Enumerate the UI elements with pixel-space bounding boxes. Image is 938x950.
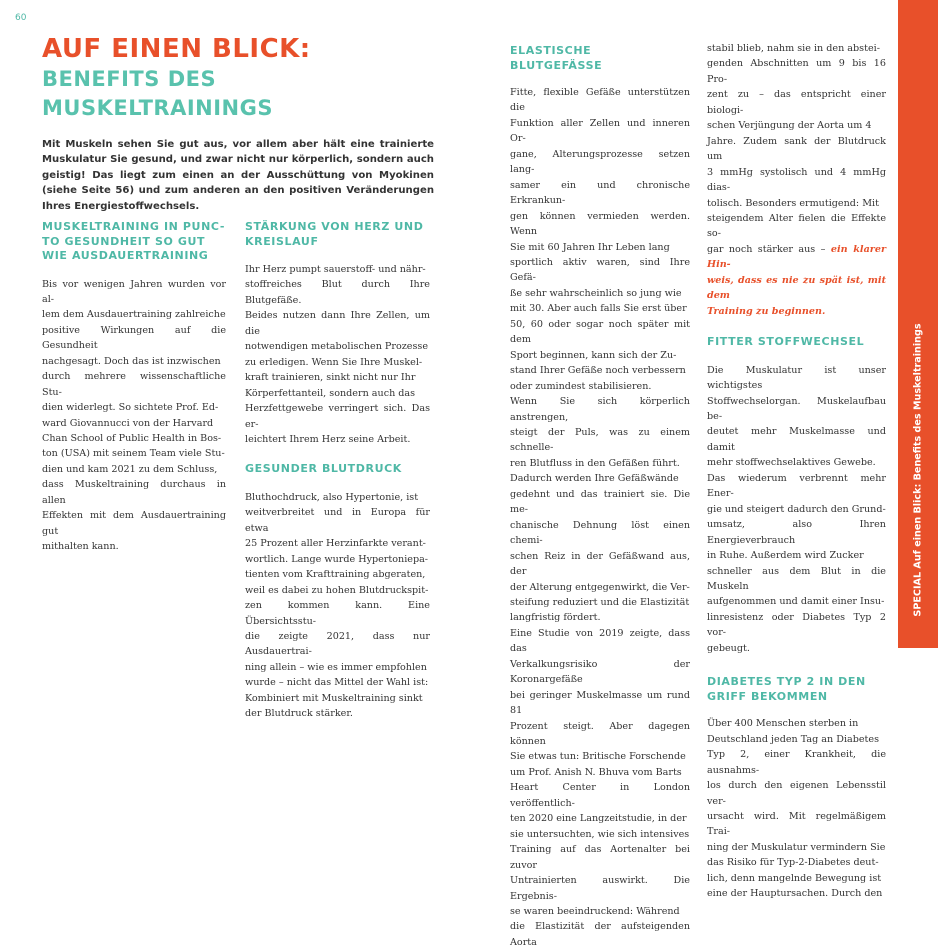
lead-paragraph: Mit Muskeln sehen Sie gut aus, vor allem aber hält eine trainierte Muskulatur Sie gesund, und zwar nicht nur körperlich, sondern auch geistig! Das liegt zum einen an der Ausschüttung von Myokinen (siehe Seite 56) und zum anderen an den positiven Veränderungen Ihres Energiestoffwechsels. [42, 139, 434, 212]
column-4 [707, 41, 886, 902]
heading-diabetes: DIABETES TYP 2 IN DEN GRIFF BEKOMMEN [707, 675, 866, 703]
heading-herz-kreislauf: STÄRKUNG VON HERZ UND KREISLAUF [245, 220, 424, 248]
sidebar-chapter-label: SPECIAL Auf einen Blick: Benefits des Muskeltrainings [912, 323, 924, 617]
page-number-left: 60 [15, 13, 27, 23]
heading-stoffwechsel: FITTER STOFFWECHSEL [707, 335, 865, 349]
headline-line-1: AUF EINEN BLICK: [42, 34, 311, 64]
headline-line-3: MUSKELTRAININGS [42, 96, 273, 120]
aorta-text: stabil blieb, nahm sie in den abstei- genden Abschnitten um 9 bis 16 Pro- zent zu – das entspricht einer biologi- schen Verjüngung der Aorta um 4 Jahre. Zudem sank der Blutdruck um 3 mmHg systolisch und 4 mmHg dias- tolisch. Besonders ermutigend: Mit steigendem Alter fielen die Effekte so- gar noch stärker aus – [707, 43, 886, 255]
paragraph-blutgefaesse: Fitte, flexible Gefäße unterstützen die Funktion aller Zellen und inneren Or- gane, Alterungsprozesse setzen lang- samer ein und chronische Erkrankun- gen können vermieden werden. Wenn Sie mit 60 Jahren Ihr Leben lang sportlich aktiv waren, sind Ihre Gefä- ße sehr wahrscheinlich so jung wie mit 30. Aber auch falls Sie erst über 50, 60 oder sogar noch später mit dem Sport beginnen, kann sich der Zu- stand Ihrer Gefäße noch verbessern oder zumindest stabilisieren. Wenn Sie sich körperlich anstrengen, steigt der Puls, was zu einem schnelle- ren Blutfluss in den Gefäßen führt. Dadurch werden Ihre Gefäßwände gedehnt und das trainiert sie. Die me- chanische Dehnung löst einen chemi- schen Reiz in der Gefäßwand aus, der der Alterung entgegenwirkt, die Ver- steifung reduziert und die Elastizität langfristig fördert. Eine Studie von 2019 zeigte, dass das Verkalkungsrisiko der Koronargefäße bei geringer Muskelmasse um rund 81 Prozent steigt. Aber dagegen können Sie etwas tun: Britische Forschende um Prof. Anish N. Bhuva vom Barts Heart Center in London veröffentlich- ten 2020 eine Langzeitstudie, in der sie untersuchten, wie sich intensives Training auf das Aortenalter bei zuvor Untrainierten auswirkt. Die Ergebnis- se waren beeindruckend: Während die Elastizität der aufsteigenden Aorta [510, 87, 690, 948]
paragraph-diabetes: Über 400 Menschen sterben in Deutschland jeden Tag an Diabetes Typ 2, einer Krankheit, die ausnahms- los durch den eigenen Lebensstil ver- ursacht wird. Mit regelmäßigem Trai- ning der Muskulatur vermindern Sie das Risiko für Typ-2-Diabetes deut- lich, denn mangelnde Bewegung ist eine der Hauptursachen. Durch den [707, 718, 886, 900]
heading-blutgefaesse: ELASTISCHE BLUTGEFÄSSE [510, 44, 603, 72]
paragraph-muskeltraining-ausdauer: Bis vor wenigen Jahren wurden vor al- lem dem Ausdauertraining zahlreiche positive Wirkungen auf die Gesundheit nachgesagt. Doch das ist inzwischen durch mehrere wissenschaftliche Stu- dien widerlegt. So sichtete Prof. Ed- ward Giovannucci von der Harvard Chan School of Public Health in Bos- ton (USA) mit seinem Team viele Stu- dien und kam 2021 zu dem Schluss, dass Muskeltraining durchaus in allen Effekten mit dem Ausdauertraining gut mithalten kann. [42, 278, 226, 553]
column-2 [245, 220, 430, 722]
heading-muskeltraining-ausdauer: MUSKELTRAINING IN PUNC- TO GESUNDHEIT SO GUT WIE AUSDAUERTRAINING [42, 220, 225, 262]
column-1 [42, 220, 226, 555]
headline-line-2: BENEFITS DES [42, 67, 217, 91]
paragraph-herz-kreislauf: Ihr Herz pumpt sauerstoff- und nähr- stoffreiches Blut durch Ihre Blutgefäße. Beides nutzen dann Ihre Zellen, um die notwendigen metabolischen Prozesse zu erledigen. Wenn Sie Ihre Muskel- kraft trainieren, sinkt nicht nur Ihr Körperfettanteil, sondern auch das Herzfettgewebe verringert sich. Das er- leichtert Ihrem Herz seine Arbeit. [245, 264, 430, 445]
highlight-nie-zu-spaet: ein klarer Hin- weis, dass es nie zu spät ist, mit dem Training zu beginnen. [707, 243, 886, 317]
paragraph-aorta-continued [707, 41, 886, 319]
page-headline [42, 34, 311, 123]
heading-blutdruck: GESUNDER BLUTDRUCK [245, 462, 402, 476]
paragraph-blutdruck: Bluthochdruck, also Hypertonie, ist weitverbreitet und in Europa für etwa 25 Prozent aller Herzinfarkte verant- wortlich. Lange wurde Hypertoniepa- tienten vom Krafttraining abgeraten, weil es dabei zu hohen Blutdruckspit- zen kommen kann. Eine Übersichtsstu- die zeigte 2021, dass nur Ausdauertrai- ning allein – wie es immer empfohlen wurde – nicht das Mittel der Wahl ist: Kombiniert mit Muskeltraining sinkt der Blutdruck stärker. [245, 491, 430, 720]
paragraph-stoffwechsel: Die Muskulatur ist unser wichtigstes Stoffwechselorgan. Muskelaufbau be- deutet mehr Muskelmasse und damit mehr stoffwechselaktives Gewebe. Das wiederum verbrennt mehr Ener- gie und steigert dadurch den Grund- umsatz, also Ihren Energieverbrauch in Ruhe. Außerdem wird Zucker schneller aus dem Blut in die Muskeln aufgenommen und damit einer Insu- linresistenz oder Diabetes Typ 2 vor- gebeugt. [707, 364, 886, 654]
column-3 [510, 44, 690, 950]
